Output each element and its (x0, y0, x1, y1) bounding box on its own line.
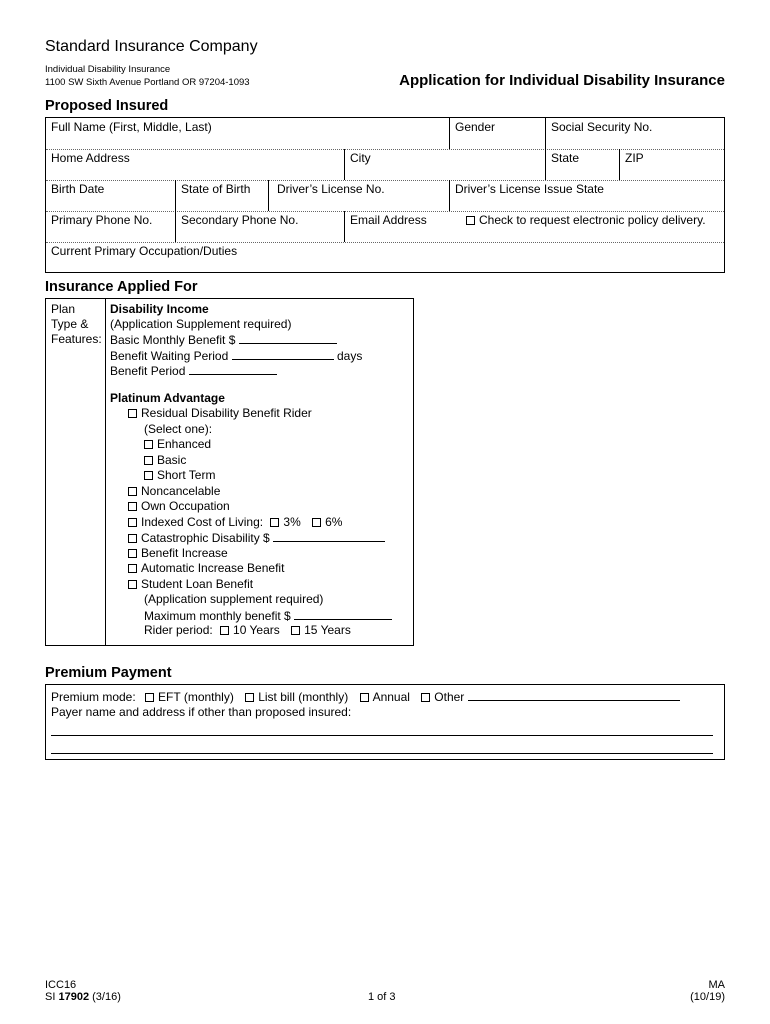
secondary-phone-field[interactable]: Secondary Phone No. (181, 213, 299, 227)
years10-checkbox[interactable] (220, 626, 229, 635)
list-bill-label: List bill (monthly) (258, 690, 349, 704)
benefit-waiting-period[interactable] (110, 348, 362, 364)
years15-label: 15 Years (304, 623, 351, 637)
plan-label: Plan (51, 302, 76, 316)
eft-label: EFT (monthly) (158, 690, 234, 704)
proposed-insured-heading: Proposed Insured (45, 98, 169, 114)
drivers-license-field[interactable]: Driver’s License No. (277, 182, 385, 196)
home-address-field[interactable]: Home Address (51, 151, 130, 165)
indexed-col-option[interactable] (128, 515, 342, 530)
row-divider (46, 149, 724, 150)
proposed-insured-box (45, 117, 725, 273)
col-divider (449, 118, 450, 149)
waiting-period-label: Benefit Waiting Period (110, 349, 229, 363)
annual-label: Annual (372, 690, 410, 704)
benefit-increase-option[interactable] (128, 546, 228, 561)
auto-increase-label: Automatic Increase Benefit (141, 561, 285, 575)
row-divider (46, 242, 724, 243)
noncancelable-label: Noncancelable (141, 484, 221, 498)
col-divider (268, 180, 269, 211)
rider-period-label: Rider period: (144, 623, 213, 637)
short-term-checkbox[interactable] (144, 471, 153, 480)
years10-label: 10 Years (233, 623, 280, 637)
platinum-advantage-title: Platinum Advantage (110, 391, 225, 405)
pct6-label: 6% (325, 515, 343, 529)
di-supplement-note: (Application Supplement required) (110, 317, 292, 331)
col-divider (545, 149, 546, 180)
si-date: (3/16) (92, 991, 121, 1003)
electronic-delivery-checkbox[interactable] (466, 216, 475, 225)
auto-increase-checkbox[interactable] (128, 564, 137, 573)
col-divider (344, 211, 345, 242)
catastrophic-checkbox[interactable] (128, 534, 137, 543)
annual-checkbox[interactable] (360, 693, 369, 702)
col-divider (175, 211, 176, 242)
short-term-label: Short Term (157, 468, 216, 482)
residual-disability-option[interactable] (128, 406, 312, 421)
col-divider (175, 180, 176, 211)
catastrophic-amount-input[interactable] (273, 530, 385, 542)
electronic-delivery-label: Check to request electronic policy delivery. (479, 213, 706, 227)
dl-issue-state-field[interactable]: Driver’s License Issue State (455, 182, 604, 196)
revision-date: (10/19) (690, 991, 725, 1003)
select-one-note: (Select one): (144, 422, 213, 436)
payer-line-1[interactable] (51, 735, 713, 736)
rider-period[interactable] (144, 623, 351, 638)
other-label: Other (434, 690, 465, 704)
state-of-birth-field[interactable]: State of Birth (181, 182, 251, 196)
email-field[interactable]: Email Address (350, 213, 427, 227)
years15-checkbox[interactable] (291, 626, 300, 635)
noncancelable-option[interactable] (128, 484, 220, 499)
payer-label: Payer name and address if other than proposed insured: (51, 705, 352, 719)
premium-payment-heading: Premium Payment (45, 665, 172, 681)
waiting-period-input[interactable] (232, 348, 334, 360)
payer-line-2[interactable] (51, 753, 713, 754)
enhanced-checkbox[interactable] (144, 440, 153, 449)
benefit-increase-checkbox[interactable] (128, 549, 137, 558)
company-address: 1100 SW Sixth Avenue Portland OR 97204-1093 (45, 77, 250, 88)
other-checkbox[interactable] (421, 693, 430, 702)
list-bill-checkbox[interactable] (245, 693, 254, 702)
days-label: days (336, 349, 363, 363)
pct3-checkbox[interactable] (270, 518, 279, 527)
residual-label: Residual Disability Benefit Rider (141, 406, 312, 420)
plan-col-divider (105, 299, 106, 645)
col-divider (344, 149, 345, 180)
benefit-increase-label: Benefit Increase (141, 546, 228, 560)
city-field[interactable]: City (350, 151, 371, 165)
row-divider (46, 180, 724, 181)
noncancelable-checkbox[interactable] (128, 487, 137, 496)
division-name: Individual Disability Insurance (45, 64, 171, 75)
benefit-period[interactable] (110, 363, 277, 379)
auto-increase-option[interactable] (128, 561, 284, 576)
premium-mode-label: Premium mode: (51, 690, 136, 704)
basic-monthly-benefit[interactable] (110, 332, 337, 348)
indexed-col-checkbox[interactable] (128, 518, 137, 527)
short-term-option[interactable] (144, 468, 215, 483)
plan-features-label: Features: (51, 332, 102, 346)
own-occupation-checkbox[interactable] (128, 502, 137, 511)
student-loan-checkbox[interactable] (128, 580, 137, 589)
basic-option[interactable] (144, 453, 186, 468)
max-monthly-input[interactable] (294, 608, 392, 620)
indexed-col-label: Indexed Cost of Living: (141, 515, 264, 529)
max-monthly-label: Maximum monthly benefit $ (144, 609, 291, 623)
basic-label: Basic (157, 453, 187, 467)
basic-checkbox[interactable] (144, 456, 153, 465)
zip-field[interactable]: ZIP (625, 151, 644, 165)
si-code (45, 991, 121, 1003)
row-divider (46, 211, 724, 212)
insurance-applied-heading: Insurance Applied For (45, 279, 198, 295)
basic-monthly-benefit-label: Basic Monthly Benefit $ (110, 333, 236, 347)
pct3-label: 3% (283, 515, 301, 529)
pct6-checkbox[interactable] (312, 518, 321, 527)
plan-type-label: Type & (51, 317, 89, 331)
catastrophic-option[interactable] (128, 530, 385, 546)
page-number: 1 of 3 (368, 991, 396, 1003)
benefit-period-label: Benefit Period (110, 364, 186, 378)
own-occupation-option[interactable] (128, 499, 230, 514)
gender-field[interactable]: Gender (455, 120, 496, 134)
state-code: MA (708, 979, 725, 991)
form-code: ICC16 (45, 979, 77, 991)
col-divider (545, 118, 546, 149)
document-title: Application for Individual Disability Insurance (399, 72, 725, 89)
enhanced-label: Enhanced (157, 437, 212, 451)
disability-income-title: Disability Income (110, 302, 209, 316)
primary-phone-field[interactable]: Primary Phone No. (51, 213, 153, 227)
student-loan-label: Student Loan Benefit (141, 577, 254, 591)
premium-box (45, 684, 725, 760)
catastrophic-label: Catastrophic Disability $ (141, 531, 270, 545)
other-input[interactable] (468, 689, 680, 701)
full-name-field[interactable]: Full Name (First, Middle, Last) (51, 120, 212, 134)
electronic-delivery-option[interactable] (466, 213, 706, 227)
col-divider (619, 149, 620, 180)
col-divider (449, 180, 450, 211)
app-supplement-note: (Application supplement required) (144, 592, 324, 606)
birth-date-field[interactable]: Birth Date (51, 182, 105, 196)
insurance-box (45, 298, 414, 646)
company-name: Standard Insurance Company (45, 38, 258, 55)
si-number: 17902 (58, 991, 90, 1003)
si-prefix: SI (45, 991, 56, 1003)
eft-checkbox[interactable] (145, 693, 154, 702)
ssn-field[interactable]: Social Security No. (551, 120, 653, 134)
enhanced-option[interactable] (144, 437, 211, 452)
basic-monthly-benefit-input[interactable] (239, 332, 337, 344)
max-monthly-benefit[interactable] (144, 608, 392, 624)
premium-mode-row (51, 689, 680, 705)
student-loan-option[interactable] (128, 577, 253, 592)
own-occupation-label: Own Occupation (141, 499, 230, 513)
residual-checkbox[interactable] (128, 409, 137, 418)
occupation-field[interactable]: Current Primary Occupation/Duties (51, 244, 238, 258)
state-field[interactable]: State (551, 151, 580, 165)
benefit-period-input[interactable] (189, 363, 277, 375)
